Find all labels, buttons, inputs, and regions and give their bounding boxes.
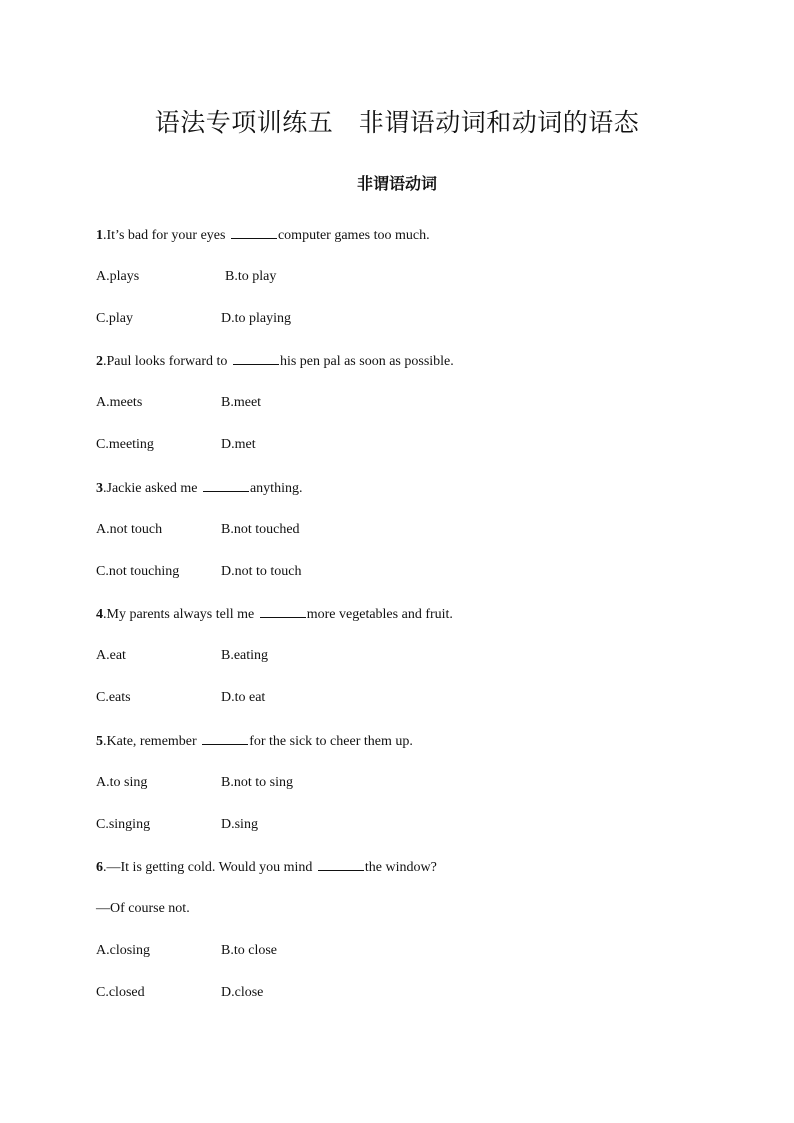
option-a: A.not touch <box>96 522 163 537</box>
question-text-after: his pen pal as soon as possible. <box>279 354 454 369</box>
answer-blank <box>203 479 249 492</box>
option-b: B.to play <box>225 269 277 284</box>
question-4 <box>96 605 453 624</box>
option-b: B.eating <box>221 648 269 663</box>
option-d: D.not to touch <box>221 564 302 579</box>
option-d: D.to eat <box>221 690 266 705</box>
option-b: B.not touched <box>221 522 300 537</box>
question-number: 1 <box>96 228 103 243</box>
option-a: A.closing <box>96 943 151 958</box>
option-d: D.sing <box>221 817 258 832</box>
question-text-after: for the sick to cheer them up. <box>249 734 413 749</box>
answer-blank <box>233 352 279 365</box>
question-number: 5 <box>96 734 103 749</box>
question-text-before: .Paul looks forward to <box>103 354 231 369</box>
section-heading: 非谓语动词 <box>356 174 437 193</box>
question-text-after: anything. <box>249 481 303 496</box>
question-text-before: .Jackie asked me <box>103 481 201 496</box>
question-text-after: computer games too much. <box>277 228 430 243</box>
question-6 <box>96 858 437 877</box>
question-1 <box>96 226 430 245</box>
option-a: A.meets <box>96 395 143 410</box>
option-b: B.not to sing <box>221 775 293 790</box>
answer-blank <box>231 226 277 239</box>
option-c: C.closed <box>96 985 145 1000</box>
option-a: A.to sing <box>96 775 148 790</box>
option-c: C.not touching <box>96 564 180 579</box>
question-number: 2 <box>96 354 103 369</box>
option-a: A.plays <box>96 269 140 284</box>
option-a: A.eat <box>96 648 126 663</box>
dialogue-reply: —Of course not. <box>96 901 190 916</box>
option-d: D.close <box>221 985 264 1000</box>
question-text-before: .It’s bad for your eyes <box>103 228 229 243</box>
option-c: C.eats <box>96 690 131 705</box>
question-5 <box>96 732 413 751</box>
answer-blank <box>318 858 364 871</box>
page-title: 语法专项训练五 非谓语动词和动词的语态 <box>154 108 640 137</box>
question-number: 4 <box>96 607 103 622</box>
option-d: D.met <box>221 437 256 452</box>
question-number: 3 <box>96 481 103 496</box>
question-number: 6 <box>96 860 103 875</box>
option-c: C.meeting <box>96 437 154 452</box>
answer-blank <box>202 732 248 745</box>
option-b: B.to close <box>221 943 277 958</box>
question-text-before: .My parents always tell me <box>103 607 258 622</box>
question-text-after: more vegetables and fruit. <box>306 607 453 622</box>
question-text-before: .Kate, remember <box>103 734 201 749</box>
answer-blank <box>260 605 306 618</box>
option-c: C.play <box>96 311 133 326</box>
question-3 <box>96 479 302 498</box>
question-2 <box>96 352 454 371</box>
option-d: D.to playing <box>221 311 291 326</box>
option-c: C.singing <box>96 817 151 832</box>
question-text-after: the window? <box>364 860 437 875</box>
question-text-before: .—It is getting cold. Would you mind <box>103 860 316 875</box>
option-b: B.meet <box>221 395 262 410</box>
